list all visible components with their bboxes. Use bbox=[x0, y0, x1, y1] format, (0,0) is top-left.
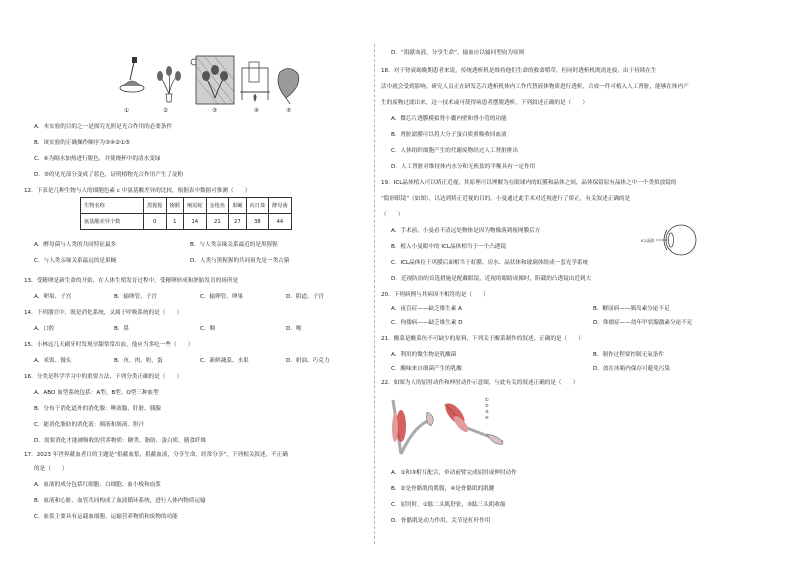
table-cell: 猕猴 bbox=[166, 198, 183, 214]
right-text-line: B．植入小曼眼中的 ICL晶体相当于一个凸透镜 bbox=[391, 244, 506, 250]
table-cell: 金枪鱼 bbox=[206, 198, 229, 214]
right-text-line: A．利用的微生物是乳酸菌 bbox=[391, 352, 457, 358]
table-cell: 向日葵 bbox=[246, 198, 269, 214]
column-divider bbox=[374, 44, 375, 544]
right-text-line: 21．酸菜是酸菜鱼不可缺少的原料，下列关于酸菜制作的叙述，正确的是（ ） bbox=[381, 336, 584, 342]
left-text-line: D．阴道、子宫 bbox=[286, 294, 324, 300]
table-cell: 生物名称 bbox=[81, 198, 144, 214]
right-text-line: D．“捐献血液，分享生命”，输血应以输同型血为原则 bbox=[391, 50, 525, 56]
table-cell: 27 bbox=[229, 214, 246, 230]
figure-step-5 bbox=[278, 68, 299, 104]
arm-label-4: ④ bbox=[485, 415, 489, 420]
table-cell: 0 bbox=[144, 214, 167, 230]
right-text-line: C．人体组织细胞产生的代谢废物经过人工肾脏排出 bbox=[391, 148, 518, 154]
right-text-line: A．手术前，小曼看不清远处物体是因为物像落到视网膜后方 bbox=[391, 228, 541, 234]
left-text-line: C．血浆主要具有运载血细胞，运输营养物质和废物的功能 bbox=[34, 514, 178, 520]
left-text-line: C．输卵管、卵巢 bbox=[200, 294, 244, 300]
right-text-line: 19．ICL晶体植入可以矫正近视，其原理可以理解为在眼球内的虹膜和晶体之间，晶体保留原有晶体之中一个类似放镜的 bbox=[381, 180, 677, 186]
table-cell: 酵母菌 bbox=[269, 198, 292, 214]
left-text-line: A．口腔 bbox=[34, 326, 55, 332]
right-text-line: A．夜盲症——缺乏维生素 A bbox=[391, 306, 462, 312]
cytochrome-c-table bbox=[80, 197, 292, 230]
right-text-line: D．侏儒症——幼年甲状腺激素分泌不足 bbox=[593, 320, 693, 326]
right-text-line: 20．下列病例与其病因不相符的是（ ） bbox=[381, 292, 489, 298]
left-text-line: C．新鲜蔬菜、水果 bbox=[200, 358, 249, 364]
left-text-line: A．酵母菌与人类的共同特征最多 bbox=[34, 242, 117, 248]
figure-step-4 bbox=[240, 62, 270, 102]
left-text-line: B．鼻 bbox=[114, 326, 130, 332]
eye-icl-label: ICL晶体 bbox=[641, 238, 655, 243]
left-text-line: A．血液的成分包括红细胞、白细胞、血小板和血浆 bbox=[34, 482, 161, 488]
left-text-line: D．需要消化才能被吸收的营养物质：糖类、脂肪、蛋白质、膳食纤维 bbox=[34, 438, 207, 444]
left-text-line: B．鱼、肉、奶、蛋 bbox=[114, 358, 163, 364]
figure-label-4: ④ bbox=[254, 108, 260, 114]
right-text-line: 22．如图为人的屈肘动作和伸肘动作示意图，与此有关的叙述正确的是（ ） bbox=[381, 380, 579, 386]
figure-label-1: ① bbox=[124, 108, 130, 114]
figure-label-2: ② bbox=[163, 108, 169, 114]
left-text-line: C．④为隔水加热进行脱色，并使烧杯中的清水变绿 bbox=[34, 156, 161, 162]
left-text-line: D．人类与黑猩猩的共同祖先是一类古猿 bbox=[190, 258, 290, 264]
left-text-line: C．能消化脂肪的消化液：胰液和肠液、胆汁 bbox=[34, 422, 145, 428]
left-text-line: 13．受精卵是新生命的开始，在人体生殖发育过程中，受精卵形成和胚胎发育的场所是 bbox=[24, 278, 239, 284]
elbow-flexion-extension-figure bbox=[387, 394, 507, 458]
left-text-line: B．血液和心脏、血管共同构成了血液循环系统，进行人体内物质运输 bbox=[34, 498, 206, 504]
left-text-line: 15．小林这几天刷牙时发现牙龈常常出血，他应当多吃一些（ ） bbox=[24, 342, 194, 348]
extended-arm bbox=[442, 400, 503, 444]
figure-step-1 bbox=[120, 57, 144, 92]
left-text-line: A．卵巢、子宫 bbox=[34, 294, 72, 300]
table-cell: 21 bbox=[206, 214, 229, 230]
right-text-line: “隐形眼镜”（如图），以达到矫正近视的目的。小曼通过此手术对近视进行了矫正，有关叙述正确的是 bbox=[381, 196, 631, 202]
table-row bbox=[81, 198, 292, 214]
table-cell: 38 bbox=[246, 214, 269, 230]
right-text-line: B．②是骨骼肌的肌腹，④是骨骼肌的肌腱 bbox=[391, 486, 495, 492]
right-text-line: D．人工肾脏对维持体内水分和无机盐的平衡具有一定作用 bbox=[391, 164, 536, 170]
left-text-line: A．米饭、馒头 bbox=[34, 358, 72, 364]
arm-label-2: ② bbox=[485, 403, 489, 408]
left-text-line: A．本实验的目的之一是探究光照是光合作用的必要条件 bbox=[34, 124, 173, 130]
arm-label-3: ③ bbox=[485, 409, 489, 414]
right-text-line: C．屈肘时，①肱二头肌舒张，③肱三头肌收缩 bbox=[391, 502, 506, 508]
right-text-line: C．ICL晶体位于巩膜后面相当于虹膜、房水、晶状体和玻璃体组成一套光学系统 bbox=[391, 260, 589, 266]
figure-step-3 bbox=[196, 56, 234, 104]
left-text-line: 的是（ ） bbox=[34, 466, 68, 472]
right-text-line: 18．对于肾衰竭晚期患者来说，传统透析机是维持他们生命的救命稻草，但同时透析机既需连接，由于持续在生 bbox=[381, 68, 657, 74]
right-text-line: C．酸味来自细菌产生的乳酸 bbox=[391, 366, 463, 372]
left-text-line: B．与人类亲缘关系最近的是黑猩猩 bbox=[190, 242, 278, 248]
table-cell: 44 bbox=[269, 214, 292, 230]
right-text-line: C．佝偻病——缺乏维生素 D bbox=[391, 320, 463, 326]
left-text-line: B．分布于消化道外的消化腺：唾液腺、肝脏、胰腺 bbox=[34, 406, 161, 412]
right-text-line: B．肾脏滤膜可以将大分子蛋白质重吸收回血液 bbox=[391, 132, 507, 138]
right-text-line: 活中就会受到影响。研究人员正在研发芯片透析机体内工作代替液体物质进行透析，合成一件可植入人工肾脏，能够在体内产 bbox=[381, 84, 689, 90]
right-text-line: A．微芯片透膜模拟肾小囊内壁和肾小管的功能 bbox=[391, 116, 507, 122]
table-cell: 果蝇 bbox=[229, 198, 246, 214]
left-text-line: B．该实验的正确操作顺序为③④②①⑤ bbox=[34, 140, 131, 146]
left-text-line: D．喉 bbox=[286, 326, 302, 332]
table-cell: 响尾蛇 bbox=[183, 198, 206, 214]
table-cell: 黑猩猩 bbox=[144, 198, 167, 214]
right-text-line: （ ） bbox=[381, 212, 404, 218]
table-cell: 14 bbox=[183, 214, 206, 230]
photosynthesis-experiment-figure bbox=[114, 54, 304, 116]
table-row bbox=[81, 214, 292, 230]
left-text-line: 16．分类是科学学习中的重要方法，下列分类正确的是（ ） bbox=[24, 374, 183, 380]
figure-step-2 bbox=[157, 59, 197, 102]
table-cell: 氨基酸差异个数 bbox=[81, 214, 144, 230]
left-text-line: D．⑤的见光部分变成了蓝色，证明植物光合作用产生了淀粉 bbox=[34, 172, 184, 178]
right-text-line: 生的废物过滤出来，这一技术或可使得病患者摆脱透析。下列叙述正确的是（ ） bbox=[381, 100, 588, 106]
left-text-line: B．输卵管、子宫 bbox=[114, 294, 157, 300]
left-text-line: 12．下表是几种生物与人的细胞色素 c 中氨基酸差异的比较，根据表中数据可推测（ ） bbox=[24, 188, 251, 194]
right-text-line: A．①和③相互配合，牵动前臂完成屈肘或伸肘动作 bbox=[391, 470, 517, 476]
figure-label-3: ③ bbox=[212, 108, 218, 114]
left-text-line: 14．下列器官中，既是消化系统，又属于呼吸系统的是（ ） bbox=[24, 310, 183, 316]
right-text-line: B．制作过程要控制无氧条件 bbox=[593, 352, 664, 358]
right-text-line: D．放在冰箱内保存可避免污染 bbox=[593, 366, 671, 372]
left-text-line: 17．2023 年世界献血者日的主题是“捐献血浆，捐献血液，分享生命，经常分享”。下列相关叙述，不正确 bbox=[24, 452, 288, 458]
left-text-line: C．与人类亲缘关系最远的是果蝇 bbox=[34, 258, 117, 264]
flexed-arm bbox=[392, 400, 433, 454]
table-cell: 1 bbox=[166, 214, 183, 230]
right-text-line: D．骨骼肌是动力作用，关节是杠杆作用 bbox=[391, 518, 491, 524]
figure-label-5: ⑤ bbox=[286, 108, 292, 114]
left-text-line: A．ABO 血型系统包括：A型、B型、O型三种血型 bbox=[34, 390, 159, 396]
right-text-line: D．近视防治的首选措施是配戴眼镜，近视的眼睛成像时，阻截的凸透镜由近到大 bbox=[391, 276, 592, 282]
right-text-line: B．糖尿病——胰岛素分泌不足 bbox=[593, 306, 670, 312]
arm-label-1: ① bbox=[485, 397, 489, 402]
left-text-line: D．奶油、巧克力 bbox=[286, 358, 330, 364]
left-text-line: C．咽 bbox=[200, 326, 216, 332]
